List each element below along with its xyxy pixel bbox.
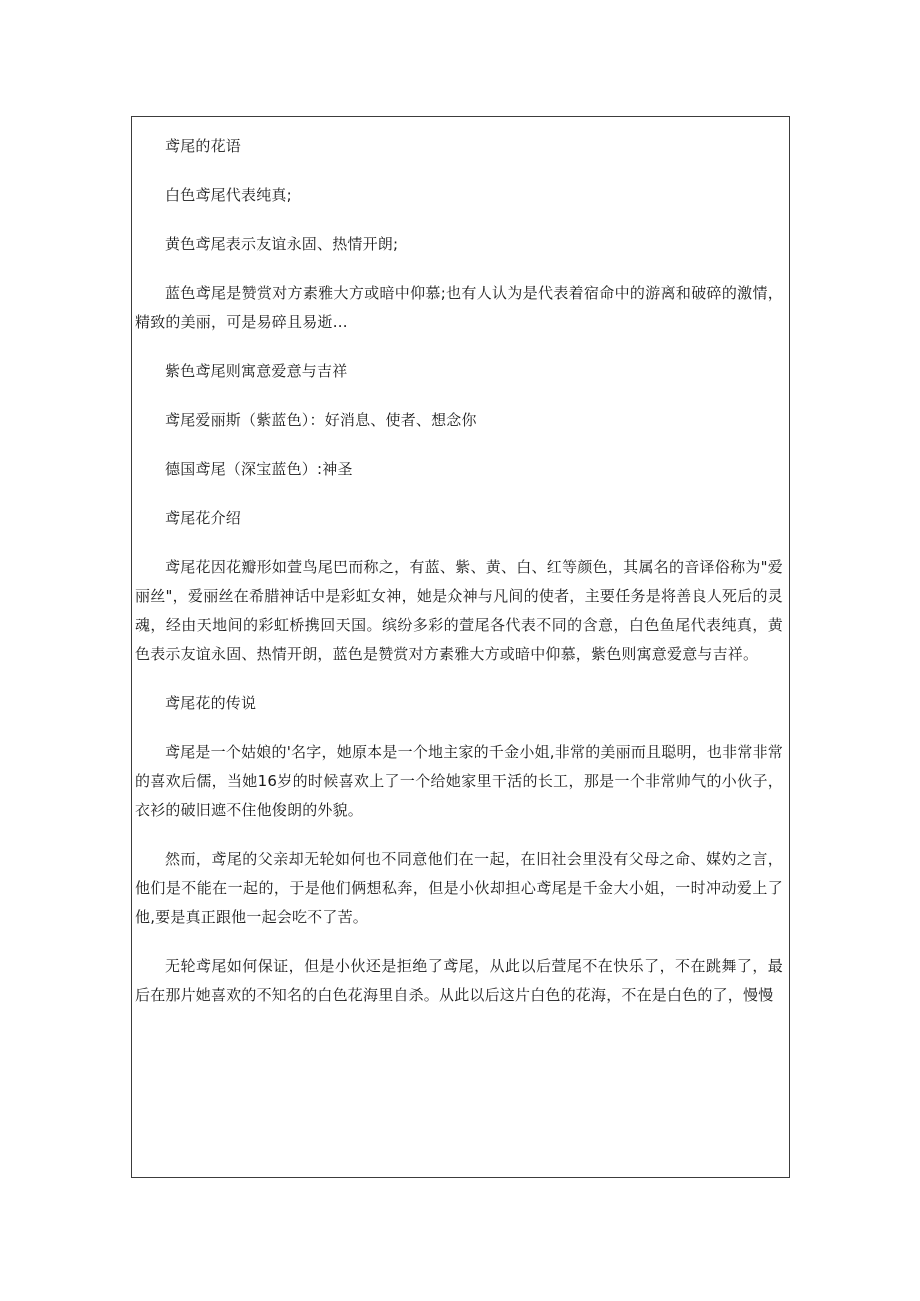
paragraph-blue-iris: 蓝色鸢尾是赞赏对方素雅大方或暗中仰慕;也有人认为是代表着宿命中的游离和破碎的激情，精致的美丽，可是易碎且易逝… (135, 284, 783, 331)
paragraph-iris-alice: 鸢尾爱丽斯（紫蓝色）：好消息、使者、想念你 (165, 411, 477, 429)
document-body (135, 132, 783, 1030)
paragraph-legend-2: 然而，鸢尾的父亲却无轮如何也不同意他们在一起，在旧社会里没有父母之命、媒妁之言，他们是不能在一起的，于是他们俩想私奔，但是小伙却担心鸢尾是千金大小姐，一时冲动爱上了他,要是真正跟他一起会吃不了苦。 (135, 850, 783, 926)
section-heading-flower-language: 鸢尾的花语 (165, 137, 242, 155)
paragraph-legend-3: 无轮鸢尾如何保证，但是小伙还是拒绝了鸢尾，从此以后萱尾不在快乐了，不在跳舞了，最后在那片她喜欢的不知名的白色花海里自杀。从此以后这片白色的花海，不在是白色的了，慢慢 (135, 957, 783, 1004)
paragraph-white-iris: 白色鸢尾代表纯真; (165, 186, 292, 204)
paragraph-yellow-iris: 黄色鸢尾表示友谊永固、热情开朗; (165, 235, 399, 253)
section-heading-legend: 鸢尾花的传说 (165, 694, 257, 712)
document-page (131, 116, 790, 1178)
paragraph-purple-iris: 紫色鸢尾则寓意爱意与吉祥 (165, 362, 348, 380)
paragraph-introduction: 鸢尾花因花瓣形如萱鸟尾巴而称之，有蓝、紫、黄、白、红等颜色，其属名的音译俗称为"爱丽丝"，爱丽丝在希腊神话中是彩虹女神，她是众神与凡间的使者，主要任务是将善良人死后的灵魂，经由天地间的彩虹桥携回天国。缤纷多彩的萱尾各代表不同的含意，白色鱼尾代表纯真，黄色表示友谊永固、热情开朗，蓝色是赞赏对方素雅大方或暗中仰慕，紫色则寓意爱意与吉祥。 (135, 558, 783, 663)
section-heading-introduction: 鸢尾花介绍 (165, 509, 242, 527)
paragraph-legend-1: 鸢尾是一个姑娘的'名字，她原本是一个地主家的千金小姐,非常的美丽而且聪明，也非常非常的喜欢后儒，当她16岁的时候喜欢上了一个给她家里干活的长工，那是一个非常帅气的小伙子，衣衫的破旧遮不住他俊朗的外貌。 (135, 743, 783, 819)
paragraph-german-iris: 德国鸢尾（深宝蓝色）:神圣 (165, 460, 353, 478)
